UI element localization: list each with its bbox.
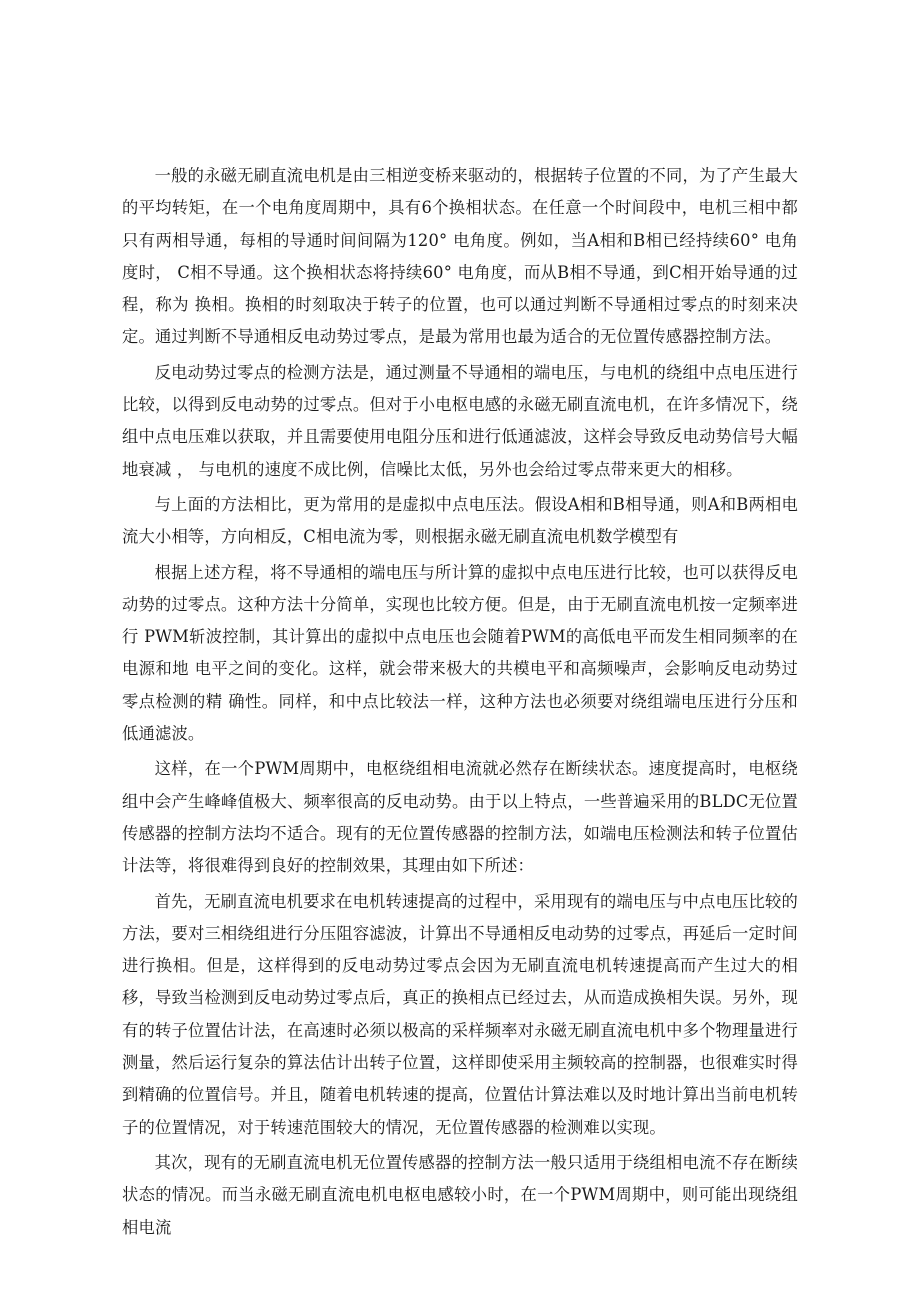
document-body [122,160,798,1247]
paragraph-commutation-intro: 一般的永磁无刷直流电机是由三相逆变桥来驱动的，根据转子位置的不同，为了产生最大的平均转矩，在一个电角度周期中，具有6个换相状态。在任意一个时间段中，电机三相中都只有两相导通，每相的导通时间间隔为120° 电角度。例如，当A相和B相已经持续60° 电角度时， C相不导通。这个换相状态将持续60° 电角度，而从B相不导通，到C相开始导通的过程，称为 换相。换相的时刻取决于转子的位置，也可以通过判断不导通相过零点的时刻来决定。通过判断不导通相反电动势过零点，是最为常用也最为适合的无位置传感器控制方法。 [122,166,798,347]
paragraph-pwm-noise: 根据上述方程，将不导通相的端电压与所计算的虚拟中点电压进行比较，也可以获得反电动势的过零点。这种方法十分简单，实现也比较方便。但是，由于无刷直流电机按一定频率进行 PWM斩波控制，其计算出的虚拟中点电压也会随着PWM的高低电平而发生相同频率的在电源和地 电平之间的变化。这样，就会带来极大的共模电平和高频噪声，会影响反电动势过零点检测的精 确性。同样，和中点比较法一样，这种方法也必须要对绕组端电压进行分压和低通滤波。 [122,562,798,744]
paragraph-second-reason: 其次，现有的无刷直流电机无位置传感器的控制方法一般只适用于绕组相电流不存在断续状态的情况。而当永磁无刷直流电机电枢电感较小时，在一个PWM周期中，则可能出现绕组相电流 [122,1152,798,1237]
paragraph-discontinuous-current: 这样，在一个PWM周期中，电枢绕组相电流就必然存在断续状态。速度提高时，电枢绕组中会产生峰峰值极大、频率很高的反电动势。由于以上特点，一些普遍采用的BLDC无位置传感器的控制方法均不适合。现有的无位置传感器的控制方法，如端电压检测法和转子位置估计法等，将很难得到良好的控制效果，其理由如下所述： [122,759,798,876]
paragraph-virtual-neutral: 与上面的方法相比，更为常用的是虚拟中点电压法。假设A相和B相导通，则A和B两相电 流大小相等，方向相反，C相电流为零，则根据永磁无刷直流电机数学模型有 [122,494,798,547]
paragraph-zero-crossing-detection: 反电动势过零点的检测方法是，通过测量不导通相的端电压，与电机的绕组中点电压进行比较，以得到反电动势的过零点。但对于小电枢电感的永磁无刷直流电机，在许多情况下，绕组中点电压难以获取，并且需要使用电阻分压和进行低通滤波，这样会导致反电动势信号大幅地衰减 ， 与电机的速度不成比例，信噪比太低，另外也会给过零点带来更大的相移。 [122,362,798,479]
paragraph-first-reason: 首先，无刷直流电机要求在电机转速提高的过程中，采用现有的端电压与中点电压比较的方法，要对三相绕组进行分压阻容滤波，计算出不导通相反电动势的过零点，再延后一定时间进行换相。但是，这样得到的反电动势过零点会因为无刷直流电机转速提高而产生过大的相移，导致当检测到反电动势过零点后，真正的换相点已经过去，从而造成换相失误。另外，现有的转子位置估计法，在高速时必须以极高的采样频率对永磁无刷直流电机中多个物理量进行测量，然后运行复杂的算法估计出转子位置，这样即使采用主频较高的控制器，也很难实时得到精确的位置信号。并且，随着电机转速的提高，位置估计算法难以及时地计算出当前电机转子的位置情况，对于转速范围较大的情况，无位置传感器的检测难以实现。 [122,891,798,1137]
